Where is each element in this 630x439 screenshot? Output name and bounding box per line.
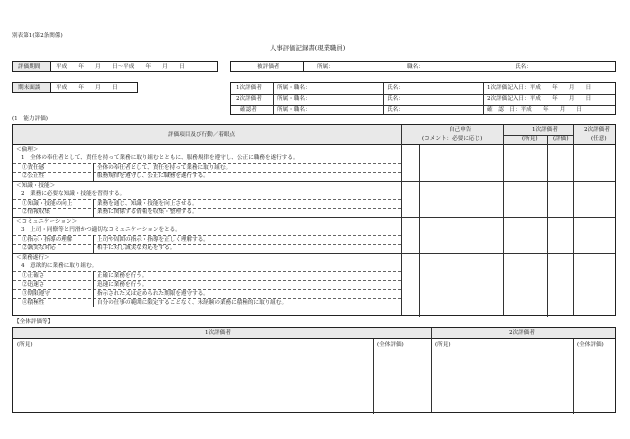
group-communication-summary: 3 上司・同僚等と円滑かつ適切なコミュニケーションをとる。 [21, 227, 181, 233]
second-evaluator-area[interactable] [573, 145, 617, 317]
appendix-note: 別表第1(第2条関係) [12, 33, 63, 39]
ethics-item-text: 服務規律を遵守し、公正に職務を遂行する。 [97, 173, 209, 179]
knowledge-item-text: 業務を通じ、知識・技能を向上させる。 [97, 201, 198, 207]
overall-evaluation-table [12, 327, 616, 413]
execution-item-label: ①正確さ [22, 273, 45, 279]
knowledge-item-label: ①知識・技能の向上 [22, 201, 73, 207]
second-evaluator-date-field[interactable]: 2次評価記入日：平成 年 月 日 [487, 95, 592, 102]
evaluee-label: 被評価者 [257, 63, 280, 70]
communication-item-label: ①指示・指導の理解 [22, 237, 73, 243]
execution-item-text: 自分の仕事の範囲に限定することなく、未経験の業務に積極的に取り組む。 [97, 300, 288, 306]
second-evaluator-label: 2次評価者 [236, 95, 262, 102]
confirmer-name-field[interactable]: 氏名： [387, 106, 404, 113]
first-evaluator-name-field[interactable]: 氏名： [387, 84, 404, 91]
col-header-second: 2次評価者 [584, 127, 610, 133]
overall-evaluation-title: 【全体評価等】 [14, 319, 54, 325]
overall-first-eval-label: (全体評価) [377, 342, 404, 348]
execution-item-label: ④積極性 [22, 300, 45, 306]
second-evaluator-dept-field[interactable]: 所属・職名： [277, 95, 311, 102]
interview-box [12, 82, 138, 93]
evaluation-period-field[interactable]: 平成 年 月 日〜平成 年 月 日 [56, 63, 185, 70]
evaluee-name-field[interactable]: 氏名： [515, 63, 532, 70]
group-execution-heading: ＜業務遂行＞ [16, 255, 50, 261]
knowledge-item-text: 業務に関係する情報を収集・整理する。 [97, 209, 198, 215]
col-header-self-sub: (コメント：必要に応じ) [422, 136, 483, 142]
confirmer-label: 確認者 [240, 106, 257, 113]
evaluee-box [230, 61, 616, 72]
col-header-second-sub: (任意) [591, 136, 607, 142]
group-knowledge-heading: ＜知識・技能＞ [16, 183, 56, 189]
overall-first-opinion-label: (所見) [17, 342, 33, 348]
overall-second-eval-area[interactable] [573, 350, 617, 414]
col-header-first: 1次評価者 [532, 127, 558, 133]
col-header-first-opinion: (所見) [522, 136, 538, 142]
group-knowledge-summary: 2 業務に必要な知識・技能を習得する。 [21, 191, 126, 197]
group-communication-heading: ＜コミュニケーション＞ [16, 219, 78, 225]
col-header-first-eval: (評価) [553, 136, 569, 142]
col-header-self: 自己申告 [449, 127, 472, 133]
ability-evaluation-title: (1 能力評価) [12, 116, 48, 122]
evaluee-dept-field[interactable]: 所属： [317, 63, 334, 70]
second-evaluator-name-field[interactable]: 氏名： [387, 95, 404, 102]
interview-date-field[interactable]: 平成 年 月 日 [56, 84, 118, 91]
ethics-item-text: 全体の奉仕者として、責任を持って業務に取り組む。 [97, 165, 232, 171]
overall-second-eval-label: (全体評価) [577, 342, 604, 348]
overall-second-opinion-area[interactable] [431, 350, 573, 414]
execution-item-text: 正確に業務を行う。 [97, 273, 148, 279]
communication-item-label: ②誠実な対応 [22, 245, 56, 251]
execution-item-label: ②迅速さ [22, 282, 45, 288]
overall-first-label: 1次評価者 [205, 330, 231, 336]
overall-second-label: 2次評価者 [509, 330, 535, 336]
first-evaluator-date-field[interactable]: 1次評価記入日：平成 年 月 日 [487, 84, 592, 91]
evaluation-period-box [12, 61, 218, 72]
confirmer-dept-field[interactable]: 所属・職名： [277, 106, 311, 113]
group-ethics-heading: ＜倫理＞ [16, 147, 39, 153]
knowledge-item-label: ②情報収集 [22, 209, 50, 215]
evaluee-post-field[interactable]: 職名： [407, 63, 424, 70]
evaluation-period-label: 評価期間 [18, 63, 41, 70]
communication-item-text: 相手に対し誠実な対応をする。 [97, 245, 176, 251]
col-header-items: 評価項目及び行動／着眼点 [168, 131, 236, 138]
first-evaluator-dept-field[interactable]: 所属・職名： [277, 84, 311, 91]
overall-first-opinion-area[interactable] [13, 350, 373, 414]
first-evaluator-rating-area[interactable] [547, 145, 573, 317]
communication-item-text: 上司や周囲の指示・指導を正しく理解する。 [97, 237, 209, 243]
confirmer-date-field[interactable]: 確 認 日：平成 年 月 日 [487, 106, 583, 113]
evaluators-table [230, 82, 616, 115]
document-title: 人事評価記録書(現業職員) [270, 44, 346, 52]
ethics-item-label: ①責任感 [22, 165, 45, 171]
overall-second-opinion-label: (所見) [435, 342, 451, 348]
group-execution-summary: 4 意欲的に業務に取り組む。 [21, 263, 98, 269]
ability-evaluation-table [12, 124, 616, 316]
execution-item-label: ③期限遵守 [22, 291, 50, 297]
first-evaluator-opinion-area[interactable] [503, 145, 547, 317]
self-assessment-area[interactable] [419, 145, 503, 317]
execution-item-text: 迅速に業務を行う。 [97, 282, 148, 288]
ethics-item-label: ②公正性 [22, 173, 45, 179]
overall-first-eval-area[interactable] [373, 350, 431, 414]
first-evaluator-label: 1次評価者 [236, 84, 262, 91]
group-ethics-summary: 1 全体の奉仕者として、責任を持って業務に取り組むとともに、服務規律を遵守し、公正に職務を遂行する。 [21, 155, 299, 161]
interview-label: 期末面談 [18, 84, 41, 91]
execution-item-text: 指示された又は定められた期限を遵守する。 [97, 291, 209, 297]
